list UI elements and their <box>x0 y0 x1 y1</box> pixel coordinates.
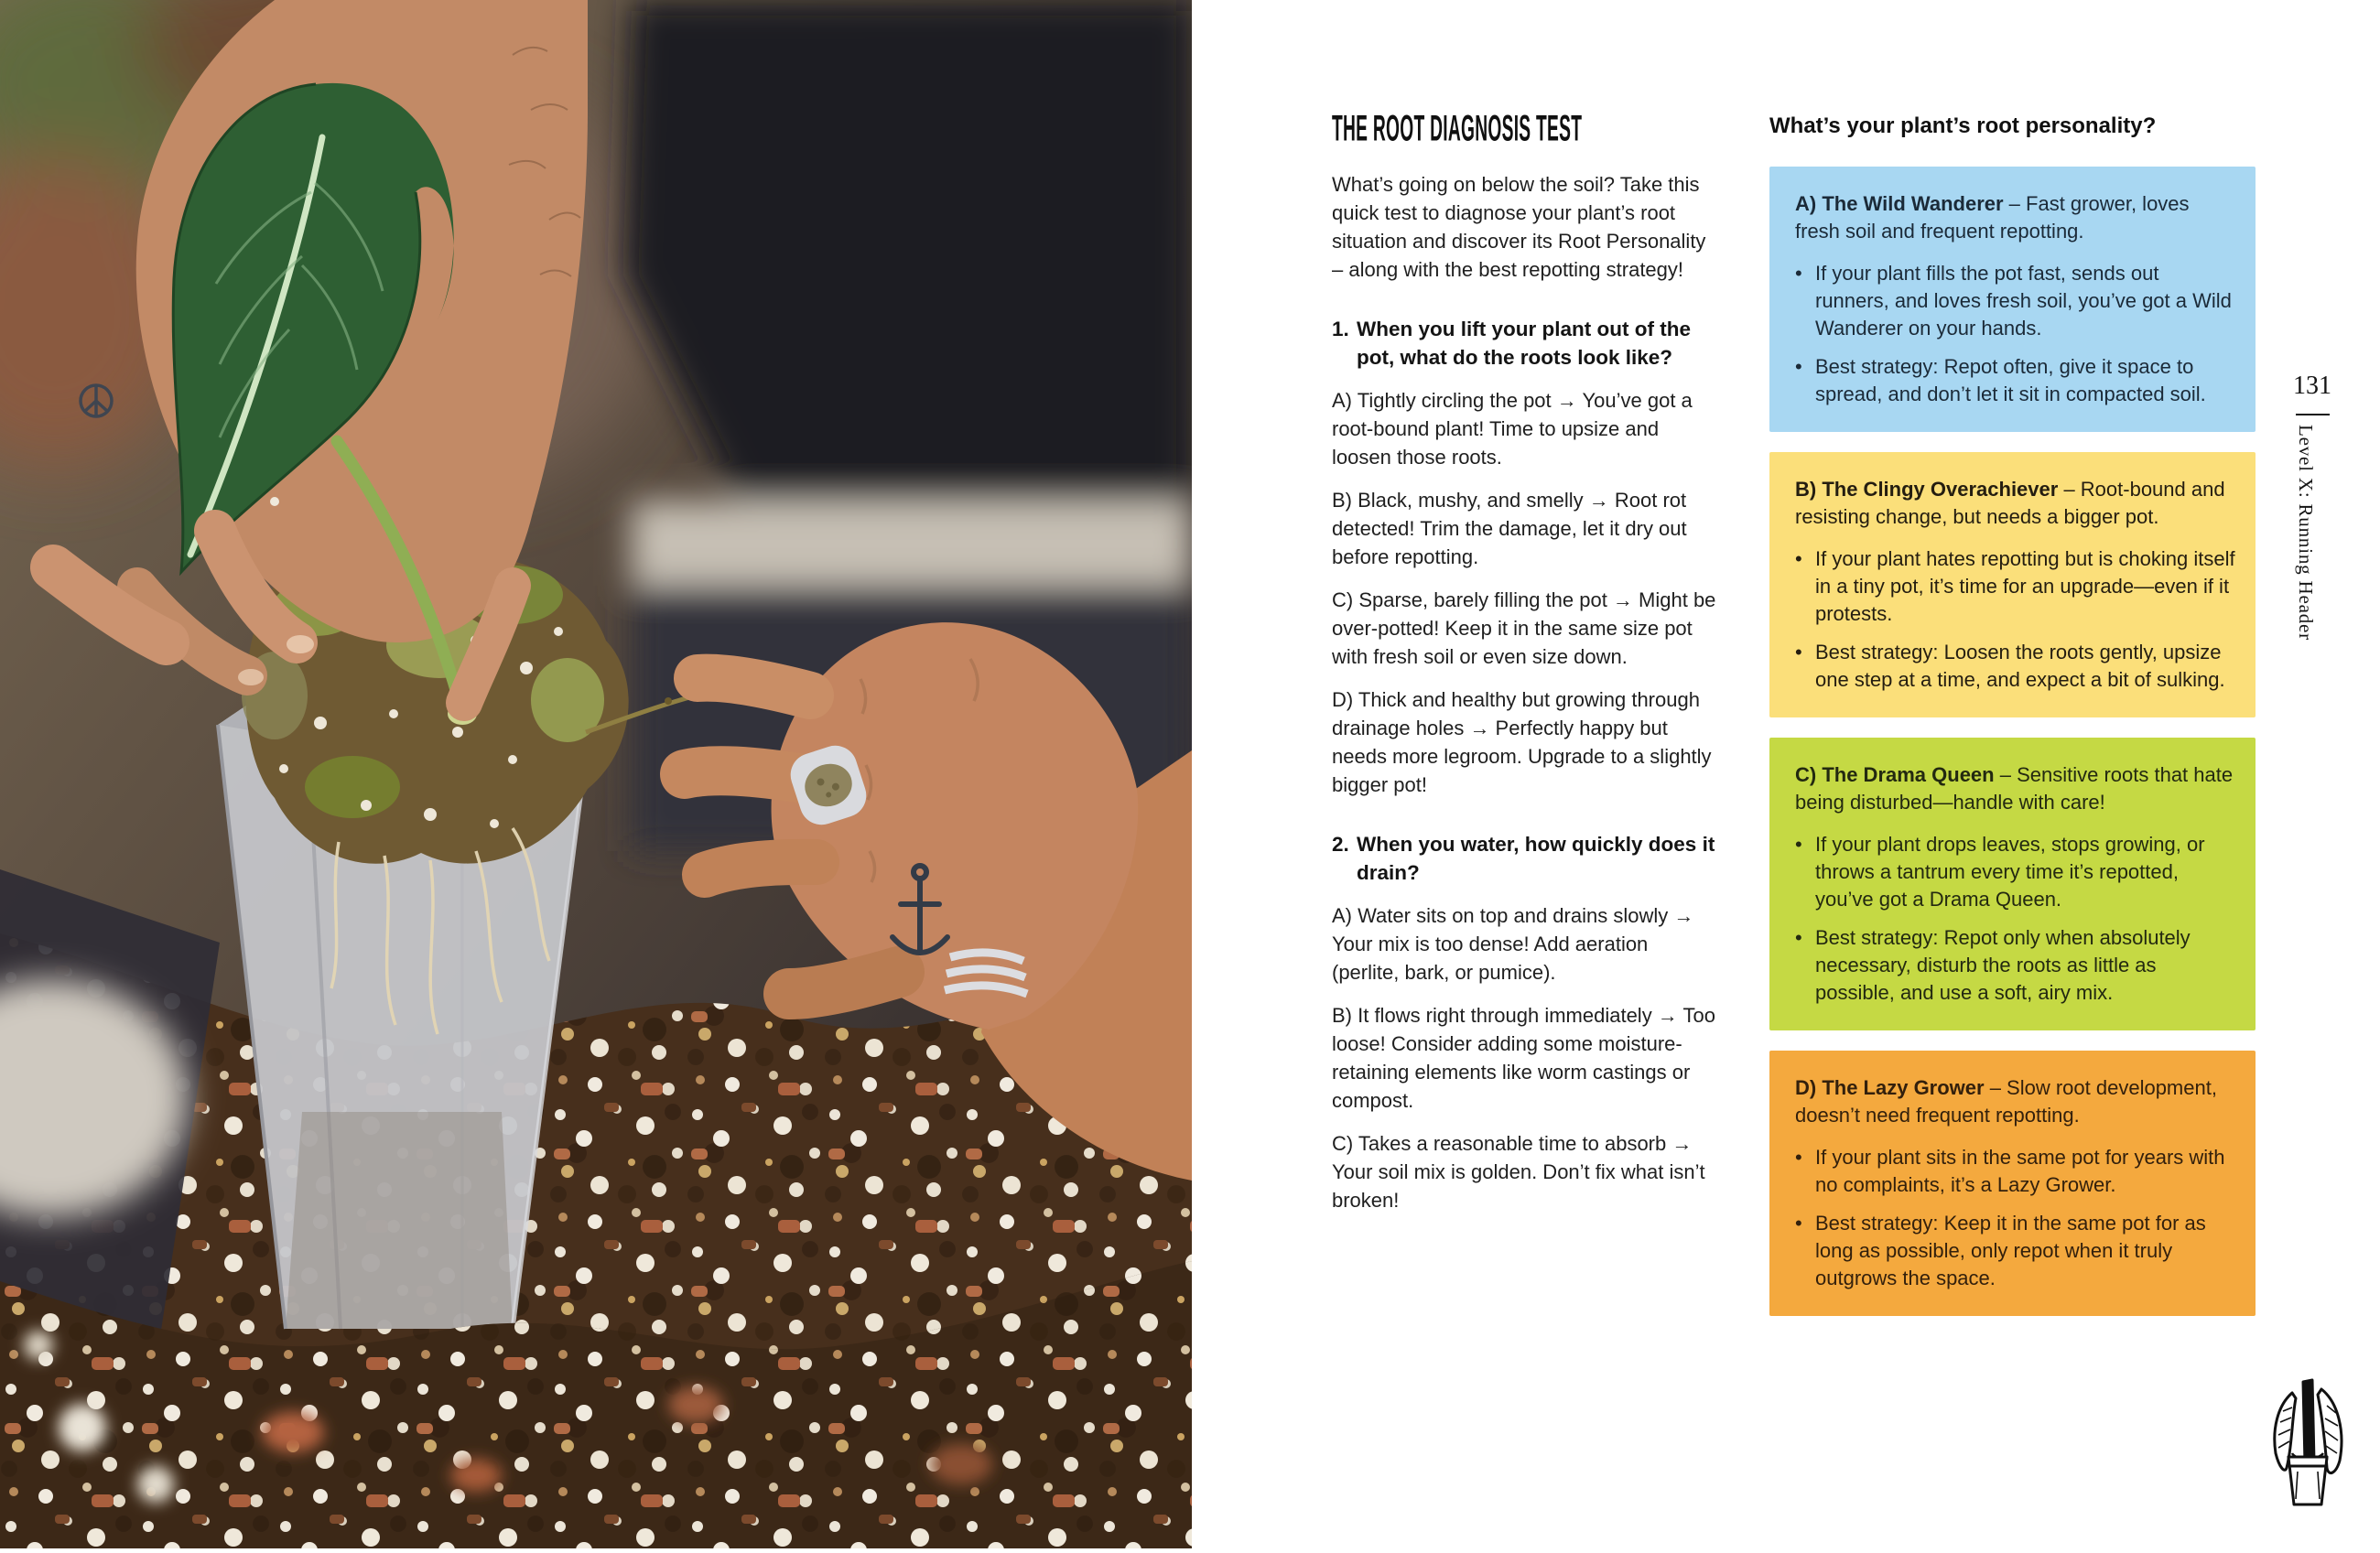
results-column <box>1769 113 2256 1336</box>
bullet-glyph: • <box>1795 262 1802 285</box>
bullet-text: If your plant hates repotting but is choking itself in a tiny pot, it’s time for an upgrade—even if it protests. <box>1815 547 2235 625</box>
questions-list <box>1332 315 1716 1214</box>
bullet-text: Best strategy: Repot only when absolutely necessary, disturb the roots as little as possible, and use a soft, airy mix. <box>1815 926 2191 1004</box>
result-bullet <box>1795 353 2235 408</box>
bullet-glyph: • <box>1795 355 1802 378</box>
bullet-glyph: • <box>1795 1146 1802 1169</box>
bullet-text: Best strategy: Keep it in the same pot for as long as possible, only repot when it truly outgrows the space. <box>1815 1212 2206 1289</box>
question-heading <box>1332 830 1716 887</box>
page-number-rule <box>2296 414 2330 415</box>
bullet-glyph: • <box>1795 926 1802 949</box>
result-box-lead: D) The Lazy Grower – Slow root development, doesn’t need frequent repotting. <box>1795 1076 2217 1127</box>
question-number: 2. <box>1332 833 1349 856</box>
result-boxes <box>1769 167 2256 1316</box>
result-bullet <box>1795 1210 2235 1292</box>
question-text: When you lift your plant out of the pot, what do the roots look like? <box>1357 318 1691 369</box>
result-bullet-list <box>1795 1144 2235 1292</box>
result-box-c <box>1769 738 2256 1030</box>
answer-paragraph: D) Thick and healthy but growing through drainage holes → Perfectly happy but needs more legroom. Upgrade to a slightly bigger pot! <box>1332 688 1712 796</box>
answer-paragraph: A) Tightly circling the pot → You’ve got a root-bound plant! Time to upsize and loosen those roots. <box>1332 389 1693 469</box>
result-box-lead: C) The Drama Queen – Sensitive roots that hate being disturbed—handle with care! <box>1795 763 2234 814</box>
result-box-d <box>1769 1051 2256 1316</box>
bullet-glyph: • <box>1795 833 1802 856</box>
result-bullet <box>1795 1144 2235 1199</box>
result-bullet-list <box>1795 545 2235 694</box>
result-box-lead: B) The Clingy Overachiever – Root-bound and resisting change, but needs a bigger pot. <box>1795 478 2225 528</box>
result-box-lead: A) The Wild Wanderer – Fast grower, loves fresh soil and frequent repotting. <box>1795 192 2190 243</box>
results-heading: What’s your plant’s root personality? <box>1769 113 2157 138</box>
bullet-text: If your plant drops leaves, stops growing, or throws a tantrum every time it’s repotted, you’ve got a Drama Queen. <box>1815 833 2205 911</box>
answer-paragraph: C) Sparse, barely filling the pot → Might be over-potted! Keep it in the same size pot with fresh soil or even size down. <box>1332 588 1716 668</box>
result-bullet <box>1795 831 2235 913</box>
result-box-b <box>1769 452 2256 717</box>
bullet-text: If your plant sits in the same pot for years with no complaints, it’s a Lazy Grower. <box>1815 1146 2225 1196</box>
answer-paragraph: A) Water sits on top and drains slowly → Your mix is too dense! Add aeration (perlite, bark, or pumice). <box>1332 904 1694 984</box>
answer-paragraph: B) Black, mushy, and smelly → Root rot detected! Trim the damage, let it dry out before repotting. <box>1332 489 1687 568</box>
result-box-label: D) The Lazy Grower <box>1795 1076 1985 1099</box>
question-heading <box>1332 315 1716 372</box>
intro-paragraph: What’s going on below the soil? Take this quick test to diagnose your plant’s root situation and discover its Root Personality – along with the best repotting strategy! <box>1332 173 1706 281</box>
result-box-label: B) The Clingy Overachiever <box>1795 478 2059 501</box>
page-title: THE ROOT DIAGNOSIS TEST <box>1332 108 1583 149</box>
result-bullet-list <box>1795 260 2235 408</box>
bullet-glyph: • <box>1795 547 1802 570</box>
bullet-text: Best strategy: Repot often, give it space to spread, and don’t let it sit in compacted soil. <box>1815 355 2206 405</box>
bullet-glyph: • <box>1795 641 1802 663</box>
repotting-photo-scene <box>0 0 1192 1548</box>
repotting-photo <box>0 0 1192 1548</box>
result-bullet <box>1795 545 2235 628</box>
result-bullet-list <box>1795 831 2235 1007</box>
bullet-glyph: • <box>1795 1212 1802 1235</box>
quiz-column <box>1332 108 1716 1214</box>
result-bullet <box>1795 260 2235 342</box>
page-number: 131 <box>2293 372 2331 400</box>
result-bullet <box>1795 639 2235 694</box>
bullet-text: If your plant fills the pot fast, sends out runners, and loves fresh soil, you’ve got a Wild Wanderer on your hands. <box>1815 262 2232 340</box>
answer-paragraph: B) It flows right through immediately → Too loose! Consider adding some moisture-retaining elements like worm castings or compost. <box>1332 1004 1715 1112</box>
bullet-text: Best strategy: Loosen the roots gently, upsize one step at a time, and expect a bit of sulking. <box>1815 641 2225 691</box>
result-box-a <box>1769 167 2256 432</box>
potted-plant-icon <box>2265 1365 2349 1512</box>
question-text: When you water, how quickly does it drain? <box>1357 833 1715 884</box>
result-bullet <box>1795 924 2235 1007</box>
running-header: Level X: Running Header <box>2295 425 2317 641</box>
result-box-label: A) The Wild Wanderer <box>1795 192 2004 215</box>
answer-paragraph: C) Takes a reasonable time to absorb → Your soil mix is golden. Don’t fix what isn’t broken! <box>1332 1132 1705 1212</box>
question-number: 1. <box>1332 318 1349 340</box>
result-box-label: C) The Drama Queen <box>1795 763 1995 786</box>
